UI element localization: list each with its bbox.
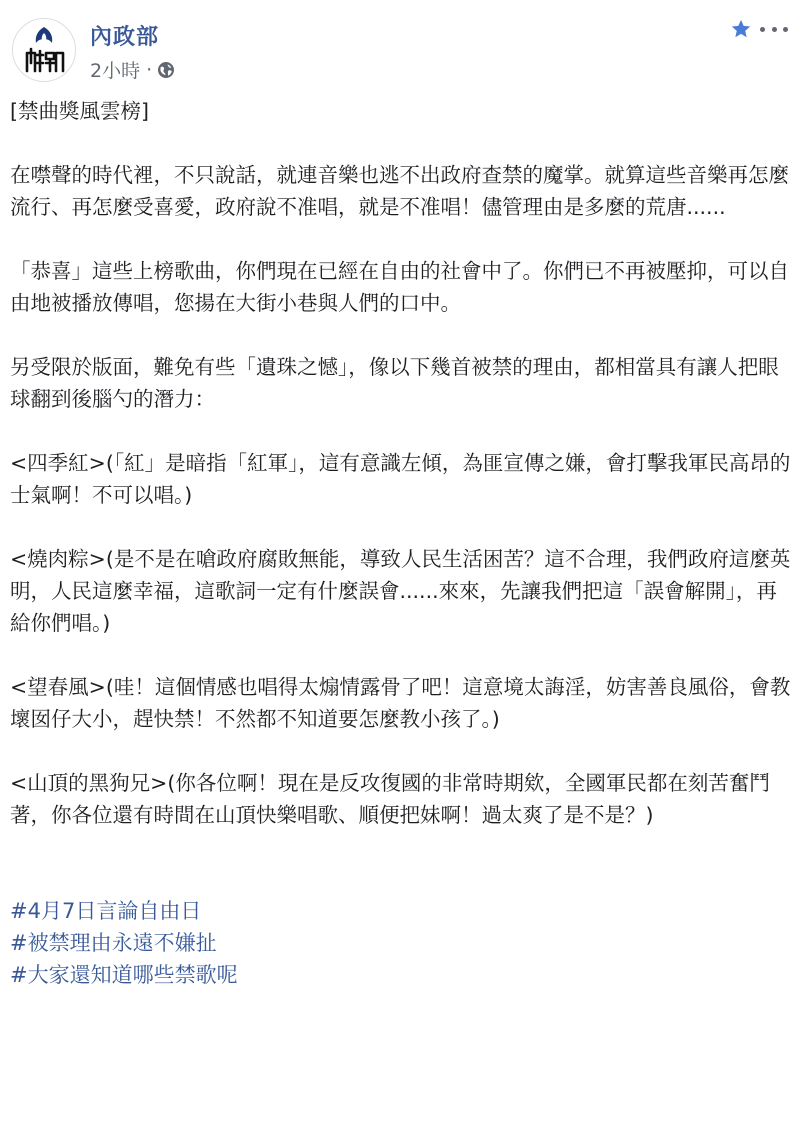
hashtag-link[interactable]: #4月7日言論自由日 [10,899,202,923]
more-dot [783,27,788,32]
paragraph-gap [10,223,792,255]
paragraph-gap [10,415,792,447]
post-header [12,14,788,84]
page-name-link[interactable]: 內政部 [90,25,160,50]
song-item: <四季紅>(「紅」是暗指「紅軍」，這有意識左傾，為匪宣傳之嫌，會打擊我軍民高昂的士氣啊！不可以唱。) [10,451,791,507]
paragraph-gap [10,319,792,351]
hashtag-link[interactable]: #被禁理由永遠不嫌扯 [10,931,217,955]
star-icon[interactable] [730,18,752,40]
paragraph-gap [10,127,792,159]
globe-icon[interactable] [157,61,175,79]
page-avatar[interactable] [12,18,76,82]
song-item: <望春風>(哇！這個情感也唱得太煽情露骨了吧！這意境太誨淫，妨害善良風俗，會教壞囡仔大小，趕快禁！不然都不知道要怎麼教小孩了。) [10,675,791,731]
post-paragraph-intro: 在噤聲的時代裡，不只說話，就連音樂也逃不出政府查禁的魔掌。就算這些音樂再怎麼流行、再怎麼受喜愛，政府說不准唱，就是不准唱！儘管理由是多麼的荒唐...... [10,163,789,219]
post-timestamp[interactable]: 2小時 [90,60,141,82]
paragraph-gap [10,639,792,671]
post-meta [90,56,175,83]
paragraph-gap [10,831,792,895]
song-item: <燒肉粽>(是不是在嗆政府腐敗無能，導致人民生活困苦？這不合理，我們政府這麼英明，人民這麼幸福，這歌詞一定有什麼誤會......來來，先讓我們把這「誤會解開」，再給你們唱。) [10,547,791,635]
song-item: <山頂的黑狗兄>(你各位啊！現在是反攻復國的非常時期欸，全國軍民都在刻苦奮鬥著，你各位還有時間在山頂快樂唱歌、順便把妹啊！過太爽了是不是？) [10,771,770,827]
hashtag-list [10,895,792,991]
paragraph-gap [10,735,792,767]
more-dot [760,27,765,32]
paragraph-gap [10,511,792,543]
meta-separator: · [146,58,153,81]
hashtag-link[interactable]: #大家還知道哪些禁歌呢 [10,963,238,987]
more-options-icon[interactable] [760,22,788,36]
post-body [10,95,792,991]
post-title: [禁曲獎風雲榜] [10,99,149,123]
ministry-logo [13,19,75,81]
post-paragraph-congrats: 「恭喜」這些上榜歌曲，你們現在已經在自由的社會中了。你們已不再被壓抑，可以自由地被播放傳唱，您揚在大街小巷與人們的口中。 [10,259,789,315]
post-paragraph-omissions: 另受限於版面，難免有些「遺珠之憾」，像以下幾首被禁的理由，都相當具有讓人把眼球翻到後腦勺的潛力： [10,355,779,411]
more-dot [772,27,777,32]
